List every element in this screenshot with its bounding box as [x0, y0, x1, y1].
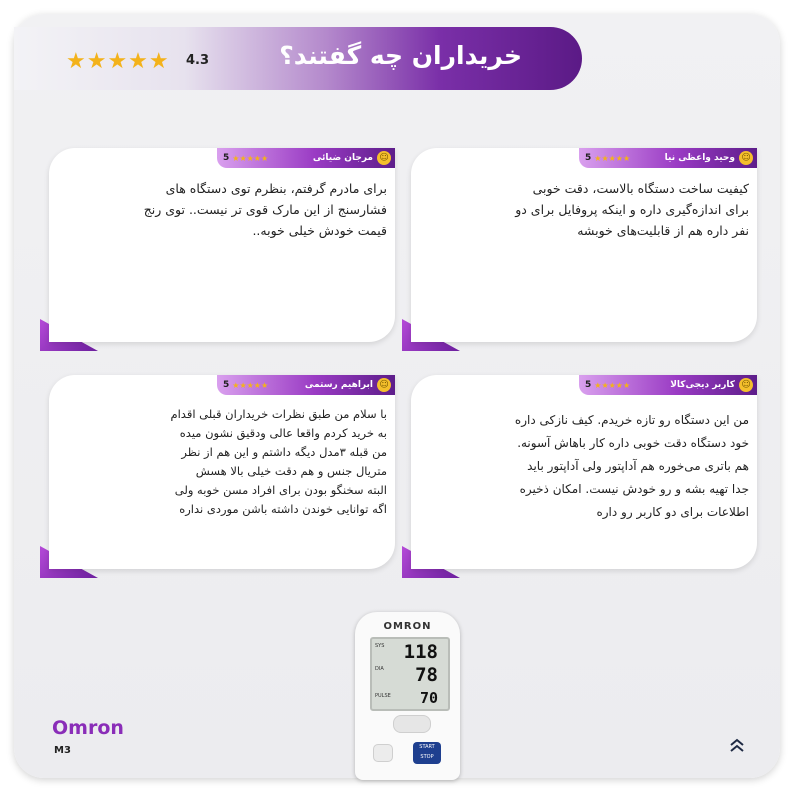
review-line: قیمت خودش خیلی خوبه.. — [252, 223, 387, 238]
review-card-body — [411, 375, 757, 569]
stop-label: STOP — [420, 754, 434, 760]
reviewer-score: 5 — [223, 380, 230, 390]
user-avatar-icon: ☺ — [377, 151, 391, 165]
user-avatar-icon: ☺ — [377, 378, 391, 392]
review-line: جدا تهیه بشه و رو خودش نیست. امکان ذخیره — [519, 482, 749, 496]
page-title: خریداران چه گفتند؟ — [279, 41, 522, 70]
review-line: فشارسنج از این مارک قوی تر نیست.. توی رنج — [143, 202, 387, 217]
review-line: من این دستگاه رو تازه خریدم. کیف نازکی داره — [514, 413, 749, 427]
reviewer-name: وحید واعظی نیا — [664, 153, 735, 163]
review-line: خود دستگاه دقت خوبی داره کار باهاش آسونه. — [517, 436, 749, 450]
device-screen — [370, 637, 450, 711]
review-line: برای اندازه‌گیری داره و اینکه پروفایل برای دو — [515, 202, 749, 217]
reviewer-name: ابراهیم رستمی — [304, 380, 373, 390]
review-text — [77, 405, 387, 519]
device-start-button — [413, 742, 441, 764]
review-line: نفر داره هم از قابلیت‌های خوبشه — [577, 223, 749, 238]
review-line: برای مادرم گرفتم، بنظرم توی دستگاه های — [165, 181, 387, 196]
sys-row — [372, 641, 448, 663]
reviewer-tag — [579, 148, 757, 168]
review-line: به خرید کردم واقعا عالی ودقیق نشون میده — [179, 426, 387, 440]
reviewer-score: 5 — [585, 380, 592, 390]
review-text — [439, 178, 749, 241]
device-arrow-buttons — [393, 715, 431, 733]
start-label: START — [419, 744, 435, 750]
sys-value: 118 — [403, 641, 438, 663]
review-line: البته سخنگو بودن برای افراد مسن خوبه ولی — [174, 483, 387, 497]
review-card-4 — [402, 375, 757, 578]
dia-value: 78 — [415, 664, 438, 686]
review-card-2 — [402, 148, 757, 351]
user-avatar-icon: ☺ — [739, 151, 753, 165]
review-card-1 — [40, 148, 395, 351]
reviewer-name: کاربر دیجی‌کالا — [670, 380, 735, 390]
device-brand-logo: OMRON — [383, 621, 432, 632]
reviewer-name: مرجان ضیائی — [312, 153, 373, 163]
user-avatar-icon: ☺ — [739, 378, 753, 392]
product-model: M3 — [54, 745, 71, 756]
rating-stars: ★★★★★ — [66, 49, 170, 74]
dia-row — [372, 664, 448, 686]
review-line: اگه توانایی خوندن داشته باشن موردی نداره — [179, 502, 387, 516]
rating-value: 4.3 — [186, 53, 210, 68]
reviewer-tag — [217, 375, 395, 395]
review-line: متریال جنس و هم دقت خیلی بالا هسش — [195, 464, 387, 478]
reviewer-stars: ★★★★★ — [594, 380, 631, 390]
product-brand: Omron — [52, 717, 124, 739]
review-card-body — [49, 375, 395, 569]
review-line: من قبله ۳مدل دیگه داشتم و این هم از نظر — [181, 445, 387, 459]
device-user-button — [373, 744, 393, 762]
review-text — [439, 409, 749, 524]
pulse-row — [372, 687, 448, 709]
review-line: با سلام من طبق نظرات خریداران قبلی اقدام — [170, 407, 387, 421]
dia-label: DIA — [375, 666, 384, 672]
review-card-body — [411, 148, 757, 342]
reviewer-tag — [217, 148, 395, 168]
reviewer-stars: ★★★★★ — [594, 153, 631, 163]
reviewer-tag — [579, 375, 757, 395]
reviewer-stars: ★★★★★ — [232, 380, 269, 390]
review-text — [77, 178, 387, 241]
reviewer-stars: ★★★★★ — [232, 153, 269, 163]
review-line: کیفیت ساخت دستگاه بالاست، دقت خوبی — [532, 181, 749, 196]
review-card-3 — [40, 375, 395, 578]
reviewer-score: 5 — [585, 153, 592, 163]
review-line: اطلاعات برای دو کاربر رو داره — [596, 505, 749, 519]
pulse-value: 70 — [419, 689, 438, 707]
double-chevron-up-icon[interactable] — [728, 736, 746, 754]
product-image — [355, 612, 460, 780]
pulse-label: PULSE — [375, 693, 391, 699]
sys-label: SYS — [375, 643, 385, 649]
reviewer-score: 5 — [223, 153, 230, 163]
review-card-body — [49, 148, 395, 342]
review-line: هم باتری می‌خوره هم آداپتور ولی آداپتور باید — [527, 459, 749, 473]
